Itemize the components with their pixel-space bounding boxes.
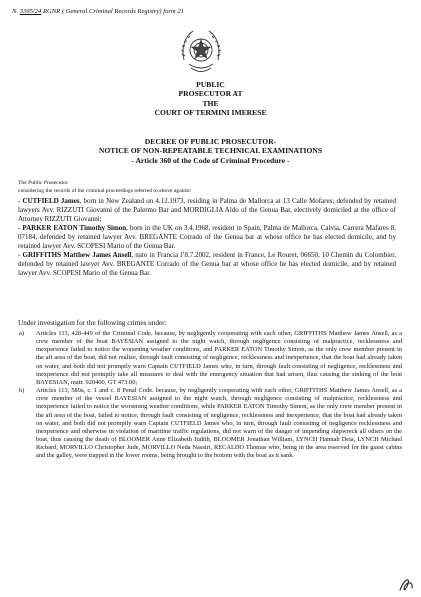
crime-label: b) (19, 387, 25, 395)
defendant-name: CUTFIELD James (22, 197, 80, 205)
defendant-entry: - CUTFIELD James, born in New Zealand on 4.12.1973, residing in Palma de Mallorca at 13 Calle Mofares; defended by retained lawyers Avv. RIZZUTI Giovanni of the Palermo Bar and MORDIGLIA Aldo of the Genua Bar, electively domiciled at the office of Attorney RIZZUTI Giovanni; (18, 197, 396, 223)
record-number: 3395/24 (19, 8, 42, 15)
crimes-list (18, 330, 402, 461)
crime-text: Articles 113, 589a, c. 1 and c. 8 Penal Code. because, by negligently cooperating with each other, GRIFFITHS Matthew James Ansell, as a crew member of the vessel BAYESIAN assigned to the night watch, through negligence consisting of malpractice, recklessness and inexperience failed to notice the worsening weather conditions, while PARKER EATON Timothy Simon, as the only crew member present in the aft area of the boat, failed to notice, through fault consisting of negligence, recklessness and inexperience, that the boat had already taken on water, and both did not promptly warn Captain CUTFIELD James who, in turn, through fault consisting of negligence recklessness and inexperience and otherwise in violation of maritime traffic regulations, did not warn of the danger of impending shipwreck all others on the boat, thus causing the death of BLOOMER Anne Elizabeth Judith, BLOOMER Jonathan William, LYNCH Hannah Deia, LYNCH Michael Richard, MORVILLO Christopher Jude, MORVILLO Neda Nassiri, RECALDO Thomas who, being in the area reserved for the guest cabins and the galley, were trapped in the lower rooms, being brought to the bottom with the boat as it sank. (36, 387, 402, 460)
crime-item (18, 387, 402, 460)
considering-text: considering the records of the criminal proceedings referred to above against: (18, 188, 192, 194)
office-line-2: PROSECUTOR AT (178, 89, 243, 99)
decree-title (0, 137, 421, 165)
crime-item (18, 330, 402, 387)
defendant-details: , born in New Zealand on 4.12.1973, residing in Palma de Mallorca at 13 Calle Mofares; defended by retained lawyers Avv. RIZZUTI Giovanni of the Palermo Bar and MORDIGLIA Aldo of the Genua Bar, electively domiciled at the office of Attorney RIZZUTI Giovanni; (18, 197, 396, 223)
signature-mark-icon (396, 572, 416, 594)
defendant-entry: - GRIFFITHS Matthew James Ansell, nato in Francia l’8.7.2002, resident in France, Le Rouret, 06650, 10 Chemin du Colombier, defended by retained lawyer Avv. BREGANTE Corrado of the Genua bar at whose office he has elected domicile, and by retained lawyer Avv. SCOPESI Mario of the Genua Bar. (18, 251, 396, 277)
decree-line-2: NOTICE OF NON-REPEATABLE TECHNICAL EXAMINATIONS (98, 146, 323, 156)
document-header (12, 8, 184, 15)
header-rest: RGNR ( General Criminal Records Registry) form 21 (42, 8, 184, 15)
office-line-4: COURT OF TERMINI IMERESE (154, 108, 267, 118)
decree-line-1: DECREE OF PUBLIC PROSECUTOR- (144, 137, 277, 146)
defendant-entry: - PARKER EATON Timothy Simon, born in the UK on 3.4.1968, resident in Spain, Palma de Mallorca, Calvia, Carrera Mafares 8, 07184, defended by retained lawyer Avv. BREGANTE Corrado of the Genua bar at whose office he has elected domicile, and by retained lawyer Avv. SCOPESI Mario of the Genua Bar. (18, 224, 396, 250)
public-prosecutor-label: The Public Prosecutor (18, 180, 68, 186)
defendant-details: , nato in Francia l’8.7.2002, resident in France, Le Rouret, 06650, 10 Chemin du Colombier, defended by retained lawyer Avv. BREGANTE Corrado of the Genua bar at whose office he has elected domicile, and by retained lawyer Avv. SCOPESI Mario of the Genua Bar. (18, 251, 396, 277)
defendant-details: , born in the UK on 3.4.1968, resident in Spain, Palma de Mallorca, Calvia, Carrera Mafares 8, 07184, defended by retained lawyer Avv. BREGANTE Corrado of the Genua bar at whose office he has elected domicile, and by retained lawyer Avv. SCOPESI Mario of the Genua Bar. (18, 224, 396, 250)
defendants-list (18, 197, 396, 278)
crimes-intro: Under investigation for the following crimes under: (18, 319, 167, 327)
prosecutor-office (0, 80, 421, 118)
crime-label: a) (19, 330, 24, 337)
defendant-name: GRIFFITHS Matthew James Ansell (22, 251, 132, 259)
office-line-3: THE (202, 98, 219, 108)
decree-line-3: - Article 360 of the Code of Criminal Procedure - (131, 155, 290, 165)
defendant-name: PARKER EATON Timothy Simon (22, 224, 127, 232)
office-line-1: PUBLIC (196, 80, 225, 89)
header-prefix: N. (12, 8, 19, 15)
italian-emblem-icon (179, 26, 223, 78)
crime-text: Articles 113, 428-449 of the Criminal Code. because, by negligently cooperating with each other, GRIFFITHS Matthew James Ansell, as a crew member of the boat BAYESIAN assigned to the night watch, through negligence consisting of malpractice, recklessness and inexperience failed to notice the worsening weather conditions, and PARKER EATON Timothy Simon, as the only crew member present in the aft area of the boat, did not realize, through fault consisting of negligence, recklessness and inexperience, that the boat had already taken on water, and both did not promptly warn Captain CUTFIELD James who, in turn, through fault consisting of negligence, recklessness and inexperience did not promptly take all measures to deal with the emergency situation that had arisen, thus causing the sinking of the boat BAYESIAN, matr. 920400, GT 473.00; (36, 330, 402, 386)
